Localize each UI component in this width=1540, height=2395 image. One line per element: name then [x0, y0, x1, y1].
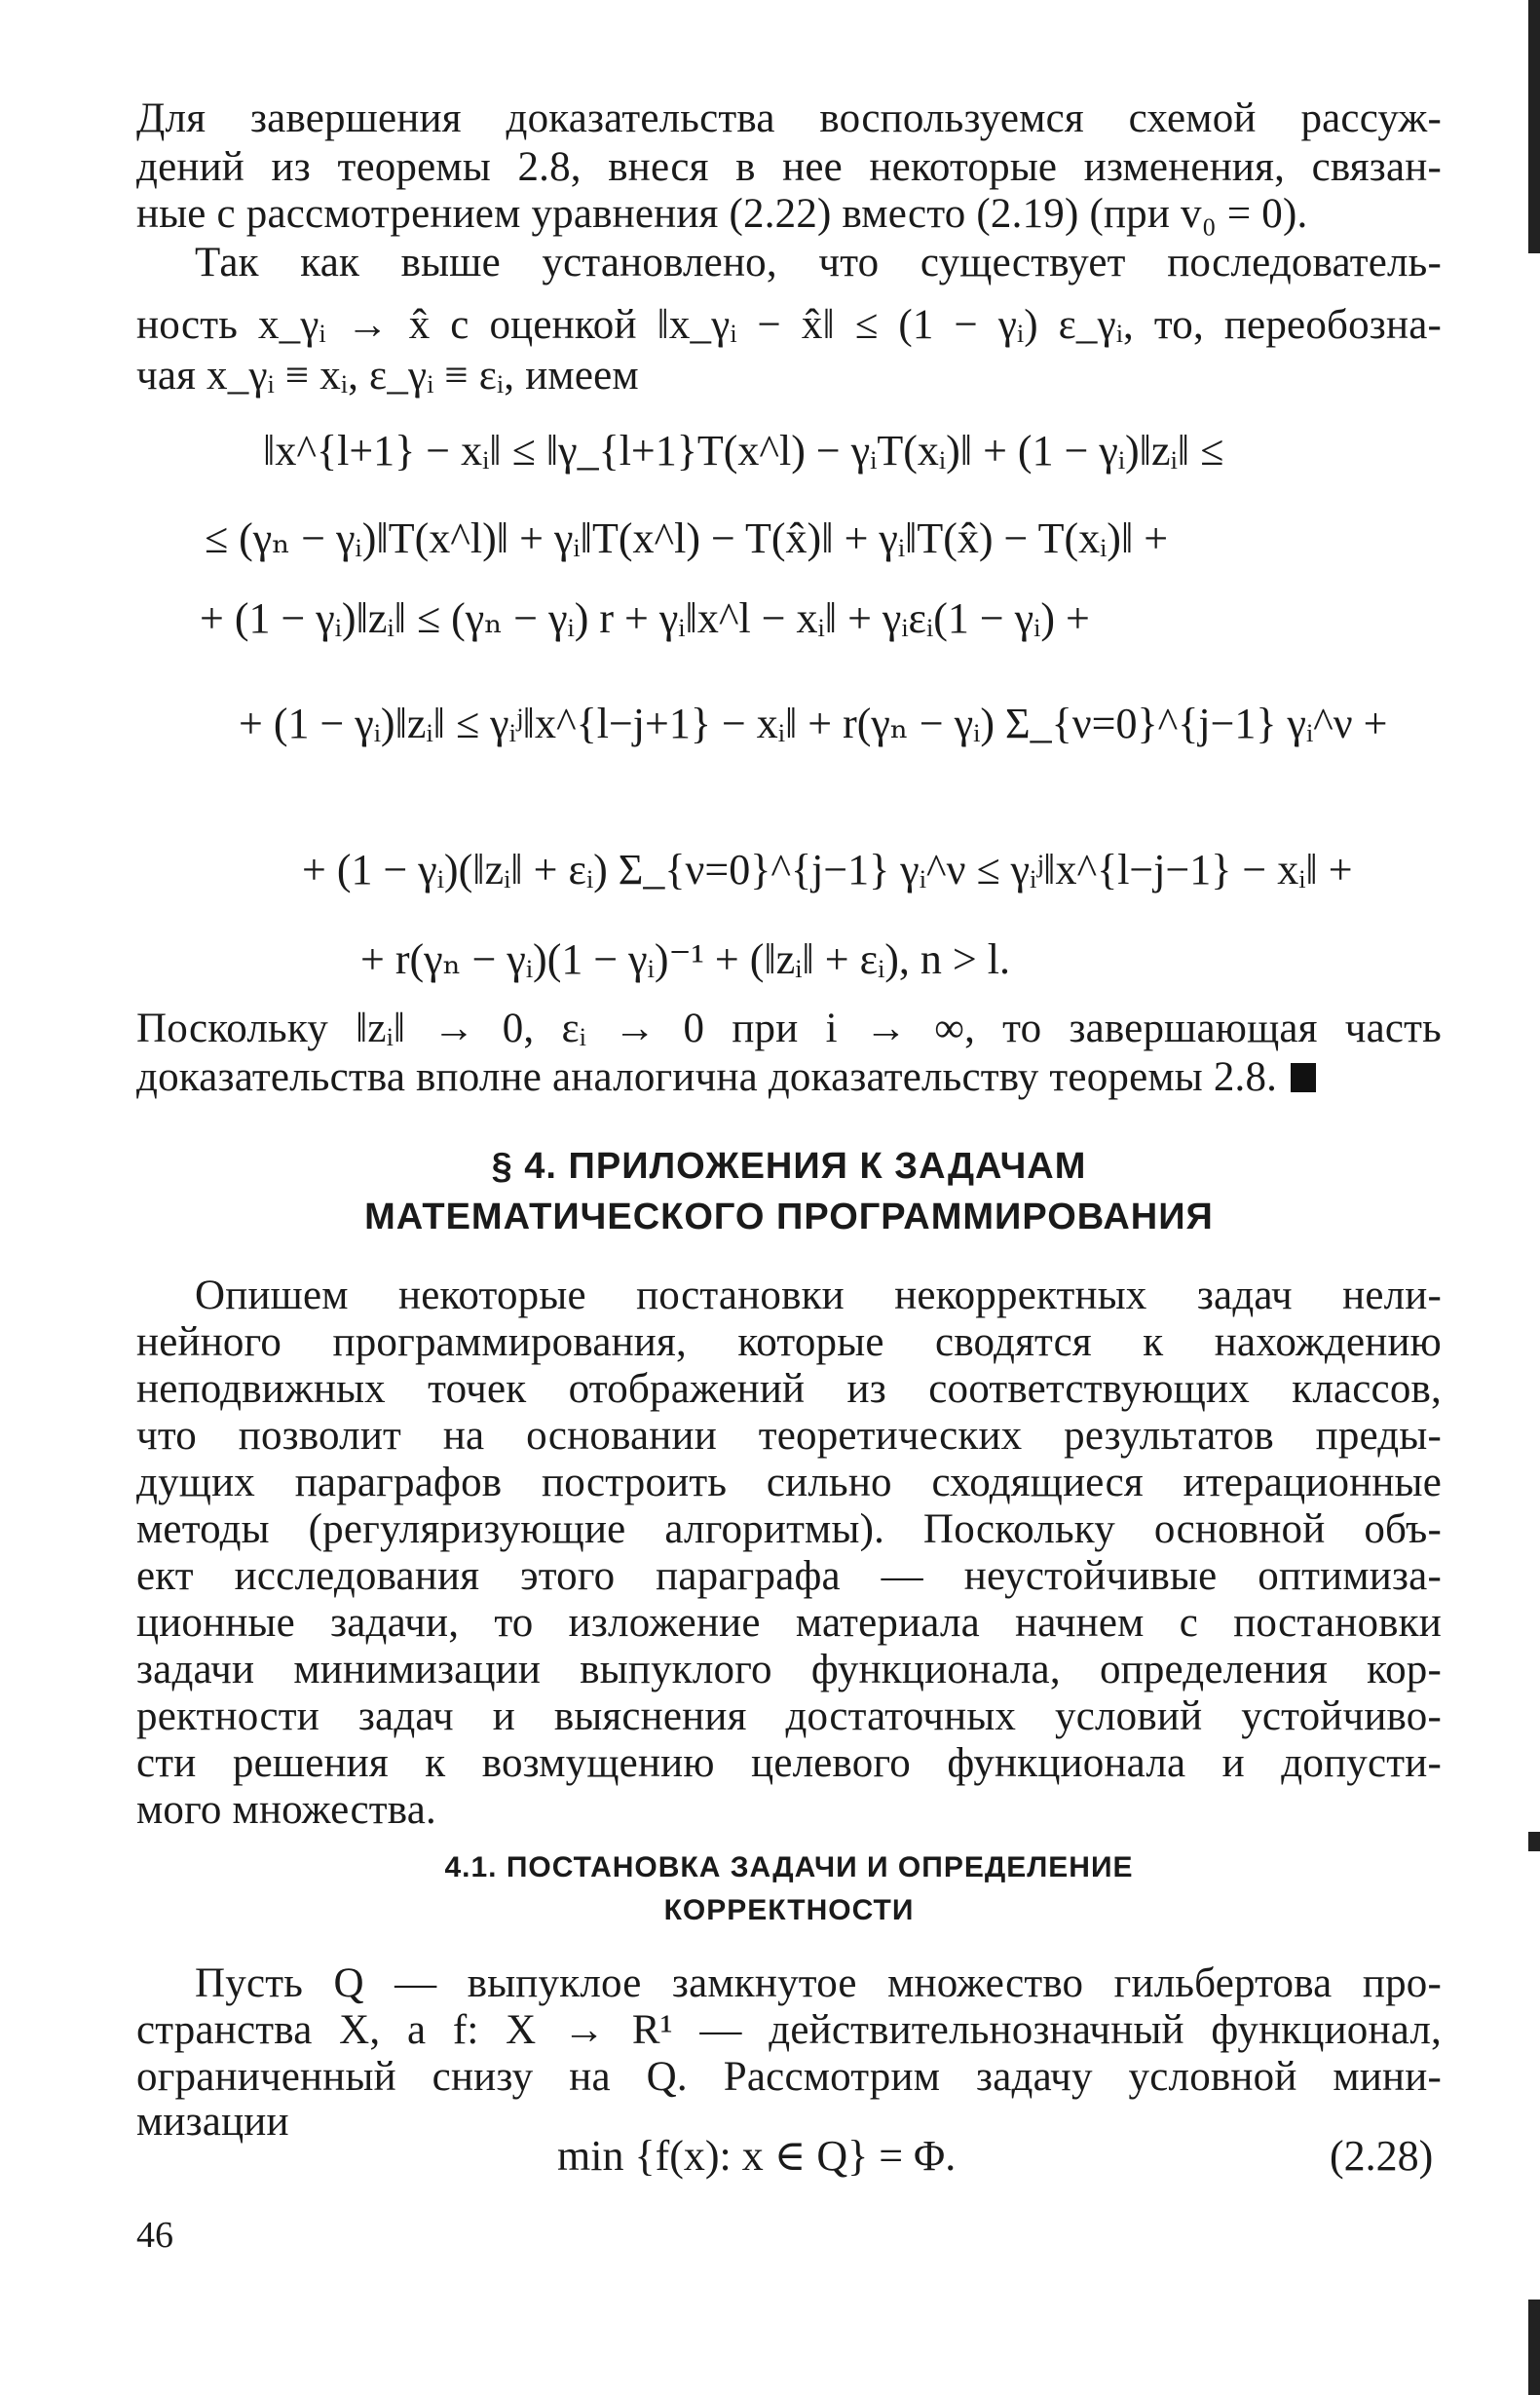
text-line: странства X, а f: X → R¹ — действительнозначный функционал,	[136, 2007, 1442, 2053]
equation-line: ‖x^{l+1} − xᵢ‖ ≤ ‖γ_{l+1}T(x^l) − γᵢT(xᵢ)‖ + (1 − γᵢ)‖zᵢ‖ ≤	[263, 427, 1224, 475]
text-line: доказательства вполне аналогична доказательству теоремы 2.8.	[136, 1054, 1278, 1100]
text-line-last	[136, 1054, 1442, 1101]
text-line: Так как выше установлено, что существует последователь-	[195, 240, 1442, 285]
text-line: методы (регуляризующие алгоритмы). Поскольку основной объ-	[136, 1506, 1442, 1552]
equation-line: + (1 − γᵢ)(‖zᵢ‖ + εᵢ) Σ_{ν=0}^{j−1} γᵢ^ν ≤ γᵢʲ‖x^{l−j−1} − xᵢ‖ +	[302, 846, 1353, 893]
edge-mark	[1528, 1832, 1540, 1851]
formula-number: (2.28)	[1330, 2132, 1434, 2180]
text-line: ограниченный снизу на Q. Рассмотрим задачу условной мини-	[136, 2054, 1442, 2100]
text-line: мизации	[136, 2099, 289, 2145]
text-line: мого множества.	[136, 1787, 436, 1833]
formula: min {f(x): x ∈ Q} = Φ.	[557, 2132, 957, 2180]
text-line: задачи минимизации выпуклого функционала, определения кор-	[136, 1647, 1442, 1692]
equation-line: + (1 − γᵢ)‖zᵢ‖ ≤ (γₙ − γᵢ) r + γᵢ‖x^l − xᵢ‖ + γᵢεᵢ(1 − γᵢ) +	[200, 594, 1090, 642]
text-line: Поскольку ‖zᵢ‖ → 0, εᵢ → 0 при i → ∞, то завершающая часть	[136, 1006, 1442, 1051]
subsection-title: КОРРЕКТНОСТИ	[663, 1894, 915, 1926]
text-line: чая x_γᵢ ≡ xᵢ, ε_γᵢ ≡ εᵢ, имеем	[136, 353, 639, 399]
text-line: нейного программирования, которые сводятся к нахождению	[136, 1319, 1442, 1365]
text-line: неподвижных точек отображений из соответствующих классов,	[136, 1366, 1442, 1412]
end-of-proof-icon	[1291, 1063, 1316, 1092]
text-line: ект исследования этого параграфа — неустойчивые оптимиза-	[136, 1553, 1442, 1599]
text-line: ректности задач и выяснения достаточных условий устойчиво-	[136, 1693, 1442, 1739]
page-number: 46	[136, 2215, 173, 2256]
section-title: § 4. ПРИЛОЖЕНИЯ К ЗАДАЧАМ	[491, 1146, 1087, 1187]
text-line: сти решения к возмущению целевого функционала и допусти-	[136, 1740, 1442, 1786]
text-line: Опишем некоторые постановки некорректных задач нели-	[195, 1273, 1442, 1318]
page-edge-shadow	[1526, 0, 1540, 2395]
text-line: что позволит на основании теоретических результатов преды-	[136, 1413, 1442, 1459]
text-line: Для завершения доказательства воспользуемся схемой рассуж-	[136, 95, 1442, 141]
equation-line: + (1 − γᵢ)‖zᵢ‖ ≤ γᵢʲ‖x^{l−j+1} − xᵢ‖ + r(γₙ − γᵢ) Σ_{ν=0}^{j−1} γᵢ^ν +	[239, 700, 1388, 747]
equation-line: + r(γₙ − γᵢ)(1 − γᵢ)⁻¹ + (‖zᵢ‖ + εᵢ), n > l.	[360, 935, 1010, 983]
text-line: ционные задачи, то изложение материала начнем с постановки	[136, 1600, 1442, 1646]
subsection-title: 4.1. ПОСТАНОВКА ЗАДАЧИ И ОПРЕДЕЛЕНИЕ	[444, 1851, 1134, 1883]
text-line: Пусть Q — выпуклое замкнутое множество гильбертова про-	[195, 1960, 1442, 2006]
section-title: МАТЕМАТИЧЕСКОГО ПРОГРАММИРОВАНИЯ	[364, 1197, 1214, 1237]
text-line: ность x_γᵢ → x̂ с оценкой ‖x_γᵢ − x̂‖ ≤ (1 − γᵢ) ε_γᵢ, то, переобозна-	[136, 302, 1442, 348]
edge-mark	[1528, 0, 1540, 253]
text-line: дений из теоремы 2.8, внеся в нее некоторые изменения, связан-	[136, 144, 1442, 190]
edge-mark	[1528, 2300, 1540, 2395]
text-line: ные с рассмотрением уравнения (2.22) вместо (2.19) (при v₀ = 0).	[136, 191, 1308, 237]
equation-line: ≤ (γₙ − γᵢ)‖T(x^l)‖ + γᵢ‖T(x^l) − T(x̂)‖ + γᵢ‖T(x̂) − T(xᵢ)‖ +	[205, 514, 1169, 562]
text-line: дущих параграфов построить сильно сходящиеся итерационные	[136, 1460, 1442, 1505]
